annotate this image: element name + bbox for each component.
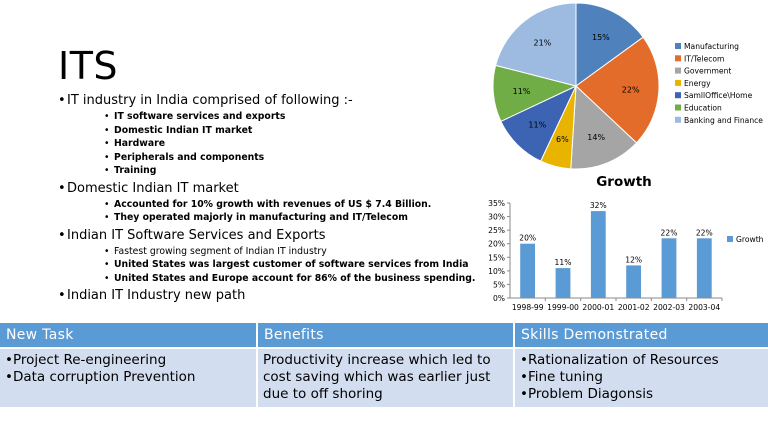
- cell-line: •Fine tuning: [520, 369, 603, 385]
- y-tick-label: 15%: [488, 253, 505, 263]
- sub-bullet-item: • United States and Europe account for 86% of the business spending.: [104, 272, 476, 284]
- bar-data-label: 32%: [589, 201, 607, 211]
- cell-line: due to off shoring: [263, 386, 383, 402]
- table-header-row: [0, 323, 768, 348]
- y-tick-label: 0%: [492, 294, 505, 303]
- bar-data-label: 22%: [660, 228, 678, 238]
- growth-bar-chart: [486, 170, 768, 320]
- bar: [697, 238, 712, 298]
- cell-line: •Problem Diagonsis: [520, 386, 654, 402]
- x-tick-label: 2003-04: [688, 303, 721, 312]
- bar-data-label: 12%: [625, 255, 643, 265]
- y-tick-label: 10%: [488, 266, 505, 276]
- x-tick-label: 1998-99: [511, 303, 544, 312]
- sub-bullet-item: • Accounted for 10% growth with revenues of US $ 7.4 Billion.: [104, 198, 432, 210]
- bullet-list: [58, 92, 488, 304]
- bar: [520, 244, 535, 298]
- legend-label: Growth: [736, 235, 764, 244]
- pie-chart-svg: [488, 0, 768, 175]
- y-tick-label: 25%: [488, 226, 505, 236]
- legend-label: IT/Telecom: [684, 54, 725, 64]
- cell-line: cost saving which was earlier just: [263, 369, 491, 385]
- header-skills-demonstrated: Skills Demonstrated: [514, 323, 768, 348]
- cell-benefits: [257, 348, 514, 407]
- legend-swatch: [675, 68, 681, 74]
- cell-line: •Data corruption Prevention: [5, 369, 196, 385]
- pie-data-label: 21%: [533, 38, 552, 48]
- x-tick-label: 2001-02: [617, 303, 650, 312]
- bar-data-label: 22%: [695, 228, 713, 238]
- y-tick-label: 30%: [488, 212, 505, 222]
- cell-new-task: [0, 348, 257, 407]
- pie-data-label: 15%: [592, 33, 610, 43]
- bullet-item: •Domestic Indian IT market: [58, 180, 239, 196]
- legend-swatch: [675, 105, 681, 111]
- sub-bullet-item: • Fastest growing segment of Indian IT industry: [104, 245, 327, 257]
- legend-swatch: [727, 236, 733, 242]
- sub-bullet-item: • Domestic Indian IT market: [104, 124, 253, 136]
- legend-swatch: [675, 92, 681, 98]
- legend-swatch: [675, 117, 681, 123]
- legend-label: Banking and Finance: [684, 115, 763, 125]
- y-tick-label: 5%: [492, 280, 505, 290]
- x-tick-label: 2002-03: [653, 303, 685, 312]
- legend-swatch: [675, 55, 681, 61]
- sub-bullet-item: • IT software services and exports: [104, 111, 286, 122]
- bar-data-label: 20%: [519, 233, 537, 243]
- pie-data-label: 22%: [621, 85, 640, 95]
- sub-bullet-list: [104, 245, 488, 286]
- sub-bullet-list: [104, 198, 488, 225]
- y-tick-label: 20%: [488, 239, 505, 249]
- sub-bullet-item: • Training: [104, 165, 157, 176]
- bullet-item: •Indian IT Software Services and Exports: [58, 227, 326, 243]
- sub-bullet-list: [104, 110, 488, 178]
- bar: [556, 268, 571, 298]
- chart-title: Growth: [596, 174, 652, 190]
- cell-line: •Rationalization of Resources: [520, 352, 719, 368]
- x-tick-label: 2000-01: [582, 303, 615, 312]
- sub-bullet-item: • Hardware: [104, 138, 166, 149]
- bar-chart-svg: [486, 170, 768, 320]
- legend-label: Government: [684, 66, 732, 76]
- bar: [662, 238, 677, 298]
- header-new-task: New Task: [0, 323, 257, 348]
- legend-label: Energy: [684, 78, 711, 88]
- bar-data-label: 11%: [554, 258, 572, 268]
- bullet-item: •Indian IT Industry new path: [58, 288, 246, 303]
- x-tick-label: 1999-00: [547, 303, 579, 312]
- pie-data-label: 11%: [528, 120, 547, 130]
- sub-bullet-item: • They operated majorly in manufacturing and IT/Telecom: [104, 212, 408, 223]
- pie-data-label: 6%: [556, 135, 569, 145]
- bullet-item: •IT industry in India comprised of following :-: [58, 93, 353, 108]
- bar: [626, 265, 641, 298]
- cell-skills-demonstrated: [514, 348, 768, 407]
- legend-swatch: [675, 80, 681, 86]
- table-row: [0, 348, 768, 407]
- task-table: [0, 323, 768, 407]
- pie-data-label: 11%: [512, 87, 531, 97]
- sub-bullet-item: • United States was largest customer of software services from India: [104, 259, 469, 270]
- legend-label: SamllOffice\Home: [684, 91, 753, 101]
- pie-data-label: 14%: [587, 132, 606, 142]
- bar: [591, 211, 606, 298]
- cell-line: Productivity increase which led to: [263, 352, 491, 368]
- legend-label: Education: [684, 103, 722, 113]
- legend-label: Manufacturing: [684, 42, 739, 51]
- pie-chart: [488, 0, 768, 175]
- slide-title: ITS: [58, 44, 119, 88]
- header-benefits: Benefits: [257, 323, 514, 348]
- y-tick-label: 35%: [488, 199, 505, 208]
- legend-swatch: [675, 43, 681, 49]
- sub-bullet-item: • Peripherals and components: [104, 151, 265, 163]
- cell-line: •Project Re-engineering: [5, 352, 167, 368]
